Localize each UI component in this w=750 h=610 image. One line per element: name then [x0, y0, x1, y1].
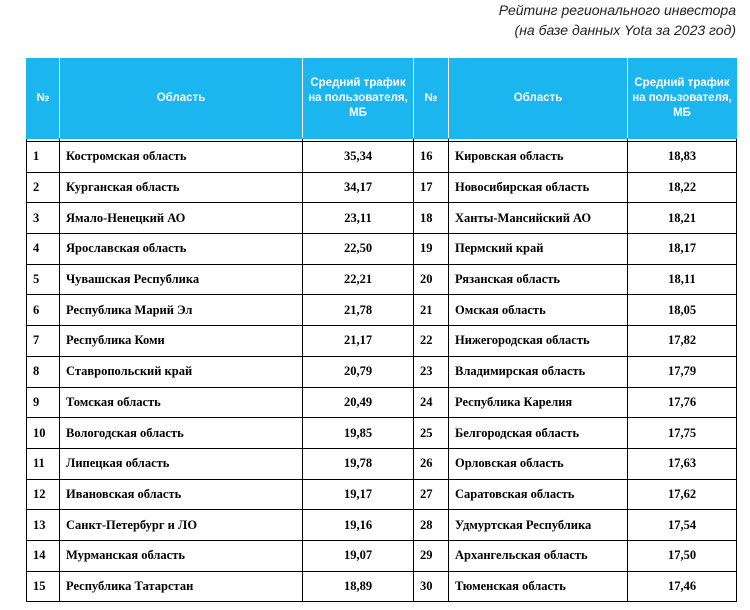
region-name: Костромская область [60, 142, 303, 173]
header-num-right: № [414, 59, 449, 139]
row-number: 14 [27, 540, 60, 571]
table-row [27, 387, 737, 418]
region-name: Владимирская область [449, 356, 628, 387]
traffic-value: 23,11 [303, 203, 414, 234]
traffic-value: 18,21 [628, 203, 737, 234]
row-number: 11 [27, 448, 60, 479]
row-number: 20 [414, 264, 449, 295]
row-number: 25 [414, 418, 449, 449]
table-row [27, 571, 737, 602]
region-name: Ивановская область [60, 479, 303, 510]
region-name: Рязанская область [449, 264, 628, 295]
region-name: Мурманская область [60, 540, 303, 571]
table-row [27, 479, 737, 510]
row-number: 13 [27, 510, 60, 541]
region-name: Саратовская область [449, 479, 628, 510]
region-name: Удмуртская Республика [449, 510, 628, 541]
region-name: Архангельская область [449, 540, 628, 571]
region-name: Омская область [449, 295, 628, 326]
region-name: Томская область [60, 387, 303, 418]
traffic-value: 18,11 [628, 264, 737, 295]
row-number: 19 [414, 234, 449, 265]
traffic-value: 17,46 [628, 571, 737, 602]
table-row [27, 264, 737, 295]
traffic-value: 17,79 [628, 356, 737, 387]
traffic-value: 22,50 [303, 234, 414, 265]
region-name: Новосибирская область [449, 172, 628, 203]
region-name: Курганская область [60, 172, 303, 203]
row-number: 12 [27, 479, 60, 510]
traffic-value: 35,34 [303, 142, 414, 173]
table-row [27, 540, 737, 571]
table-row [27, 448, 737, 479]
table-row [27, 510, 737, 541]
report-title-line2: (на базе данных Yota за 2023 год) [514, 22, 736, 38]
row-number: 10 [27, 418, 60, 449]
table-header [27, 59, 737, 139]
row-number: 29 [414, 540, 449, 571]
region-name: Ханты-Мансийский АО [449, 203, 628, 234]
report-title [499, 0, 736, 40]
traffic-value: 19,78 [303, 448, 414, 479]
traffic-value: 17,82 [628, 326, 737, 357]
traffic-value: 18,05 [628, 295, 737, 326]
row-number: 16 [414, 142, 449, 173]
region-name: Чувашская Республика [60, 264, 303, 295]
region-name: Липецкая область [60, 448, 303, 479]
traffic-value: 19,85 [303, 418, 414, 449]
region-name: Тюменская область [449, 571, 628, 602]
region-name: Ярославская область [60, 234, 303, 265]
row-number: 24 [414, 387, 449, 418]
traffic-value: 19,16 [303, 510, 414, 541]
row-number: 26 [414, 448, 449, 479]
region-name: Нижегородская область [449, 326, 628, 357]
traffic-value: 21,78 [303, 295, 414, 326]
table-row [27, 326, 737, 357]
row-number: 4 [27, 234, 60, 265]
header-region-right: Область [449, 59, 628, 139]
row-number: 30 [414, 571, 449, 602]
row-number: 27 [414, 479, 449, 510]
table-row [27, 234, 737, 265]
rating-table [26, 58, 737, 602]
row-number: 6 [27, 295, 60, 326]
region-name: Республика Татарстан [60, 571, 303, 602]
region-name: Белгородская область [449, 418, 628, 449]
header-num-left: № [27, 59, 60, 139]
traffic-value: 18,83 [628, 142, 737, 173]
row-number: 3 [27, 203, 60, 234]
row-number: 8 [27, 356, 60, 387]
table-row [27, 203, 737, 234]
row-number: 28 [414, 510, 449, 541]
row-number: 2 [27, 172, 60, 203]
table-row [27, 295, 737, 326]
region-name: Вологодская область [60, 418, 303, 449]
traffic-value: 21,17 [303, 326, 414, 357]
header-traffic-right: Средний трафик на пользователя, МБ [628, 59, 737, 139]
region-name: Республика Карелия [449, 387, 628, 418]
row-number: 5 [27, 264, 60, 295]
traffic-value: 19,17 [303, 479, 414, 510]
header-traffic-left: Средний трафик на пользователя, МБ [303, 59, 414, 139]
traffic-value: 17,75 [628, 418, 737, 449]
traffic-value: 18,17 [628, 234, 737, 265]
row-number: 1 [27, 142, 60, 173]
region-name: Кировская область [449, 142, 628, 173]
row-number: 23 [414, 356, 449, 387]
traffic-value: 18,89 [303, 571, 414, 602]
traffic-value: 19,07 [303, 540, 414, 571]
region-name: Ставропольский край [60, 356, 303, 387]
header-region-left: Область [60, 59, 303, 139]
row-number: 22 [414, 326, 449, 357]
table-row [27, 142, 737, 173]
traffic-value: 17,76 [628, 387, 737, 418]
row-number: 17 [414, 172, 449, 203]
row-number: 9 [27, 387, 60, 418]
traffic-value: 17,50 [628, 540, 737, 571]
traffic-value: 34,17 [303, 172, 414, 203]
header-row [27, 59, 737, 139]
traffic-value: 17,63 [628, 448, 737, 479]
traffic-value: 20,79 [303, 356, 414, 387]
row-number: 21 [414, 295, 449, 326]
traffic-value: 17,62 [628, 479, 737, 510]
region-name: Пермский край [449, 234, 628, 265]
table-body [27, 139, 737, 602]
region-name: Республика Марий Эл [60, 295, 303, 326]
table-row [27, 356, 737, 387]
region-name: Санкт-Петербург и ЛО [60, 510, 303, 541]
table-row [27, 418, 737, 449]
traffic-value: 18,22 [628, 172, 737, 203]
row-number: 15 [27, 571, 60, 602]
report-title-line1: Рейтинг регионального инвестора [498, 2, 736, 18]
region-name: Ямало-Ненецкий АО [60, 203, 303, 234]
row-number: 7 [27, 326, 60, 357]
traffic-value: 17,54 [628, 510, 737, 541]
row-number: 18 [414, 203, 449, 234]
region-name: Орловская область [449, 448, 628, 479]
region-name: Республика Коми [60, 326, 303, 357]
traffic-value: 20,49 [303, 387, 414, 418]
traffic-value: 22,21 [303, 264, 414, 295]
table-row [27, 172, 737, 203]
